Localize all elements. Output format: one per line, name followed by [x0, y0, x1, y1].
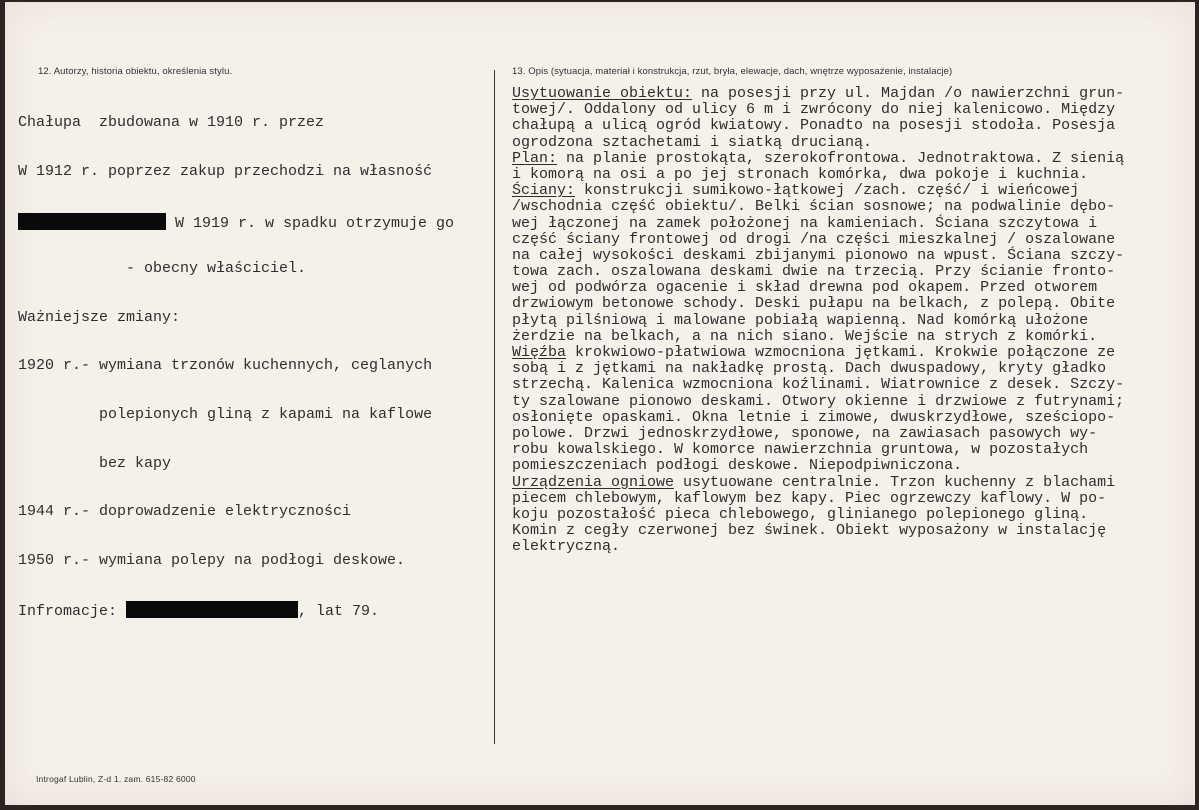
description-line: drzwiowym betonowe schody. Deski pułapu na belkach, z polepą. Obite [512, 295, 1116, 313]
section-heading: Więźba [512, 344, 567, 361]
history-line: Chałupa zbudowana w 1910 r. przez [18, 114, 325, 132]
description-text [512, 86, 1124, 555]
history-line: - obecny właściciel. [18, 260, 307, 278]
description-line: /wschodnia część obiektu/. Belki ścian sosnowe; na podwalinie dębo- [512, 198, 1116, 216]
history-line: W 1912 r. poprzez zakup przechodzi na własność [18, 163, 433, 180]
section-12-header: 12. Autorzy, historia obiektu, określenia stylu. [38, 66, 233, 77]
section-heading: Plan: [512, 149, 558, 167]
description-line: na całej wysokości deskami zbijanymi pionowo na wpust. Ściana szczy- [512, 246, 1125, 264]
history-text [18, 83, 454, 650]
description-line: Plan: na planie prostokąta, szerokofrontowa. Jednotraktowa. Z sienią [512, 149, 1125, 167]
description-line: Ściany: konstrukcji sumikowo-łątkowej /zach. część/ i wieńcowej [512, 182, 1080, 200]
description-line: część ściany frontowej od drogi /na części mieszkalnej / oszalowane [512, 230, 1116, 248]
description-line: i komorą na osi a po jej stronach komórka, dwa pokoje i kuchnia. [512, 165, 1089, 183]
description-line: osłonięte opaskami. Okna letnie i zimowe, dwuskrzydłowe, sześciopo- [512, 408, 1116, 426]
description-line: ogrodzona sztachetami i siatką drucianą. [512, 133, 873, 151]
description-line: pomieszczeniach podłogi deskowe. Niepodpiwniczona. [512, 457, 963, 475]
description-line: Urządzenia ogniowe usytuowane centralnie. Trzon kuchenny z blachami [512, 473, 1116, 491]
informant-line: Infromacje: , lat 79. [18, 603, 380, 621]
history-line: Ważniejsze zmiany: [18, 308, 181, 326]
description-line: Komin z cegły czerwonej bez świnek. Obiekt wyposażony w instalację [512, 522, 1107, 540]
description-line: chałupą a ulicą ogród kwiatowy. Ponadto na posesji stodoła. Posesja [512, 117, 1116, 135]
history-line: W 1919 r. w spadku otrzymuje go [18, 213, 454, 229]
history-line: bez kapy [18, 454, 172, 472]
description-line: robu kowalskiego. W komorce nawierzchnia gruntowa, w pozostałych [512, 441, 1089, 459]
redaction-bar [18, 213, 166, 230]
description-line: strzechą. Kalenica wzmocniona koźlinami. Wiatrownice z desek. Szczy- [512, 376, 1125, 394]
description-line: piecem chlebowym, kaflowym bez kapy. Piec ogrzewczy kaflowy. W po- [512, 489, 1107, 507]
description-line: towej/. Oddalony od ulicy 6 m i zwrócony do niej kalenicowo. Między [512, 101, 1116, 119]
section-heading: Urządzenia ogniowe [512, 473, 675, 491]
history-line: polepionych gliną z kapami na kaflowe [18, 405, 433, 423]
history-line: 1944 r.- doprowadzenie elektryczności [18, 503, 352, 521]
section-heading: Ściany: [512, 182, 576, 200]
description-line: płytą pilśniową i malowane pobiałą wapienną. Nad komórką ułożone [512, 311, 1089, 329]
description-line: żerdzie na belkach, a na nich siano. Wejście na strych z komórki. [512, 327, 1098, 345]
description-line: wej łączonej na zamek położonej na kamieniach. Ściana szczytowa i [512, 214, 1098, 232]
inventory-card [5, 2, 1195, 805]
description-line: Usytuowanie obiektu: na posesji przy ul. Majdan /o nawierzchni grun- [512, 85, 1125, 102]
history-line: 1950 r.- wymiana polepy na podłogi deskowe. [18, 551, 406, 569]
section-heading: Usytuowanie obiektu: [512, 85, 693, 102]
redaction-bar [126, 601, 298, 618]
description-line: ty szalowane pionowo deskami. Otwory okienne i drzwiowe z futrynami; [512, 392, 1125, 410]
column-divider [494, 70, 495, 744]
description-line: sobą i z jętkami na nakładkę prostą. Dach dwuspadowy, kryty gładko [512, 360, 1107, 378]
printer-imprint: Introgaf Lublin, Z-d 1. zam. 615-82 6000 [36, 774, 196, 784]
description-line: elektryczną. [512, 538, 621, 556]
description-line: Więźba krokwiowo-płatwiowa wzmocniona jętkami. Krokwie połączone ze [512, 344, 1116, 361]
description-line: polowe. Drzwi jednoskrzydłowe, sponowe, na zawiasach pasowych wy- [512, 424, 1098, 442]
description-line: towa zach. oszalowana deskami dwie na trzecią. Przy ścianie fronto- [512, 263, 1116, 281]
description-line: wej od podwórza ogacenie i skład drewna pod okapem. Przed otworem [512, 279, 1098, 297]
section-13-header: 13. Opis (sytuacja, materiał i konstrukcja, rzut, bryła, elewacje, dach, wnętrze wyposażenie, instalacje) [512, 66, 953, 77]
history-line: 1920 r.- wymiana trzonów kuchennych, ceglanych [18, 357, 433, 375]
description-line: koju pozostałość pieca chlebowego, glinianego polepionego gliną. [512, 505, 1089, 523]
